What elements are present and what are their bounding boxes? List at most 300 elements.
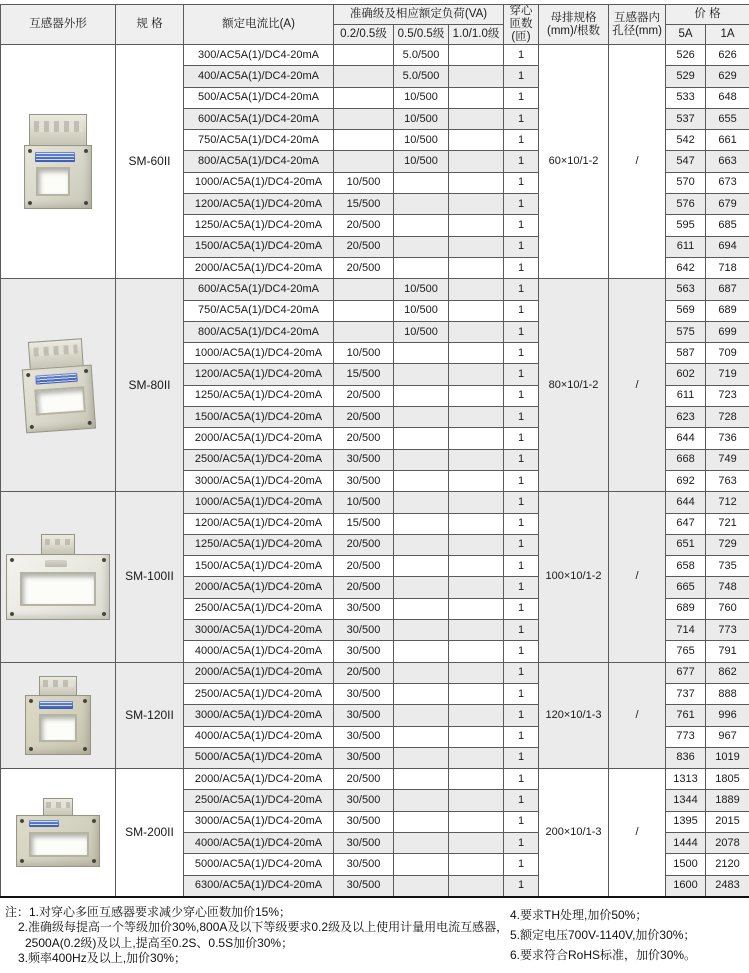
note-line: 注：1.对穿心多匝互感器要求减少穿心匝数加价15%； [5,904,292,919]
price-5a-cell: 1444 [666,832,706,853]
ratio-cell: 1250/AC5A(1)/DC4-20mA [184,534,334,555]
price-1a-cell: 699 [706,321,749,342]
price-1a-cell: 1019 [706,747,749,768]
va-02-cell [334,108,394,129]
turns-cell: 1 [504,364,539,385]
transformer-window [34,386,86,415]
table-row [1,662,749,683]
price-5a-cell: 602 [666,364,706,385]
va-02-cell: 20/500 [334,428,394,449]
price-5a-cell: 689 [666,598,706,619]
va-05-cell [394,534,449,555]
price-5a-cell: 611 [666,385,706,406]
product-label [35,152,75,162]
price-5a-cell: 1500 [666,854,706,875]
va-10-cell [449,598,504,619]
ratio-cell: 2000/AC5A(1)/DC4-20mA [184,257,334,278]
header-hole: 互感器内孔径(mm) [609,5,666,45]
va-02-cell: 10/500 [334,492,394,513]
busbar-cell: 80×10/1-2 [539,279,609,492]
va-05-cell: 5.0/500 [394,66,449,87]
price-1a-cell: 760 [706,598,749,619]
ratio-cell: 3000/AC5A(1)/DC4-20mA [184,811,334,832]
va-10-cell [449,492,504,513]
price-5a-cell: 737 [666,683,706,704]
va-05-cell: 10/500 [394,300,449,321]
ratio-cell: 2500/AC5A(1)/DC4-20mA [184,790,334,811]
transformer-window [39,714,77,742]
price-1a-cell: 712 [706,492,749,513]
va-05-cell [394,470,449,491]
va-10-cell [449,747,504,768]
table-row [1,279,749,300]
va-10-cell [449,364,504,385]
price-1a-cell: 723 [706,385,749,406]
price-5a-cell: 547 [666,151,706,172]
header-turns: 穿心匝数(匝) [504,5,539,45]
price-5a-cell: 668 [666,449,706,470]
va-10-cell [449,87,504,108]
price-5a-cell: 587 [666,343,706,364]
price-1a-cell: 663 [706,151,749,172]
va-10-cell [449,854,504,875]
model-cell: SM-60II [116,45,184,279]
transformer-body [25,695,91,755]
ratio-cell: 300/AC5A(1)/DC4-20mA [184,45,334,66]
va-05-cell [394,407,449,428]
va-10-cell [449,769,504,790]
transformer-illustration [1,534,115,620]
turns-cell: 1 [504,257,539,278]
va-02-cell: 15/500 [334,194,394,215]
price-5a-cell: 644 [666,492,706,513]
va-05-cell: 5.0/500 [394,45,449,66]
va-10-cell [449,172,504,193]
hole-cell: / [609,279,666,492]
model-cell: SM-80II [116,279,184,492]
ratio-cell: 600/AC5A(1)/DC4-20mA [184,108,334,129]
turns-cell: 1 [504,854,539,875]
va-02-cell: 20/500 [334,662,394,683]
va-02-cell [334,151,394,172]
ratio-cell: 2000/AC5A(1)/DC4-20mA [184,428,334,449]
price-1a-cell: 996 [706,705,749,726]
price-5a-cell: 651 [666,534,706,555]
turns-cell: 1 [504,470,539,491]
va-10-cell [449,641,504,662]
terminal-block [41,534,75,554]
turns-cell: 1 [504,130,539,151]
turns-cell: 1 [504,300,539,321]
price-1a-cell: 679 [706,194,749,215]
price-1a-cell: 763 [706,470,749,491]
ratio-cell: 1200/AC5A(1)/DC4-20mA [184,513,334,534]
price-1a-cell: 2078 [706,832,749,853]
product-photo-sm-100ii [1,492,116,662]
price-5a-cell: 1600 [666,875,706,897]
va-05-cell [394,364,449,385]
price-5a-cell: 575 [666,321,706,342]
ratio-cell: 1000/AC5A(1)/DC4-20mA [184,343,334,364]
va-02-cell: 15/500 [334,364,394,385]
va-02-cell: 30/500 [334,790,394,811]
price-5a-cell: 642 [666,257,706,278]
ratio-cell: 5000/AC5A(1)/DC4-20mA [184,854,334,875]
price-5a-cell: 611 [666,236,706,257]
turns-cell: 1 [504,45,539,66]
va-02-cell [334,130,394,151]
ratio-cell: 1250/AC5A(1)/DC4-20mA [184,385,334,406]
turns-cell: 1 [504,321,539,342]
ratio-cell: 4000/AC5A(1)/DC4-20mA [184,832,334,853]
va-05-cell [394,620,449,641]
va-05-cell: 10/500 [394,130,449,151]
va-05-cell [394,875,449,897]
price-5a-cell: 537 [666,108,706,129]
price-5a-cell: 644 [666,428,706,449]
va-02-cell: 20/500 [334,769,394,790]
price-1a-cell: 689 [706,300,749,321]
turns-cell: 1 [504,662,539,683]
va-05-cell [394,641,449,662]
va-05-cell [394,428,449,449]
va-02-cell: 30/500 [334,705,394,726]
price-5a-cell: 569 [666,300,706,321]
price-5a-cell: 692 [666,470,706,491]
turns-cell: 1 [504,811,539,832]
price-1a-cell: 694 [706,236,749,257]
price-5a-cell: 1395 [666,811,706,832]
price-5a-cell: 1313 [666,769,706,790]
price-5a-cell: 658 [666,556,706,577]
va-02-cell: 30/500 [334,832,394,853]
note-line: 4.要求TH处理,加价50%； [510,907,648,922]
price-1a-cell: 709 [706,343,749,364]
ratio-cell: 4000/AC5A(1)/DC4-20mA [184,726,334,747]
turns-cell: 1 [504,151,539,172]
ratio-cell: 1200/AC5A(1)/DC4-20mA [184,364,334,385]
busbar-cell: 200×10/1-3 [539,769,609,897]
turns-cell: 1 [504,385,539,406]
va-10-cell [449,151,504,172]
va-02-cell [334,66,394,87]
turns-cell: 1 [504,236,539,257]
va-02-cell: 30/500 [334,875,394,897]
turns-cell: 1 [504,747,539,768]
transformer-illustration [1,676,115,755]
va-10-cell [449,108,504,129]
product-photo-sm-120ii [1,662,116,768]
ratio-cell: 4000/AC5A(1)/DC4-20mA [184,641,334,662]
ratio-cell: 2000/AC5A(1)/DC4-20mA [184,662,334,683]
turns-cell: 1 [504,172,539,193]
va-05-cell: 10/500 [394,108,449,129]
va-02-cell: 20/500 [334,215,394,236]
turns-cell: 1 [504,66,539,87]
turns-cell: 1 [504,705,539,726]
va-02-cell: 30/500 [334,641,394,662]
header-busbar: 母排规格(mm)/根数 [539,5,609,45]
footnotes [0,905,749,967]
price-1a-cell: 735 [706,556,749,577]
terminal-block [39,676,77,695]
header-acc-05: 0.5/0.5级 [394,25,449,45]
va-02-cell: 30/500 [334,449,394,470]
ratio-cell: 750/AC5A(1)/DC4-20mA [184,300,334,321]
busbar-cell: 100×10/1-2 [539,492,609,662]
va-10-cell [449,705,504,726]
transformer-body [6,554,110,620]
va-10-cell [449,215,504,236]
va-05-cell [394,194,449,215]
spec-table-body [1,45,749,897]
va-10-cell [449,556,504,577]
va-02-cell: 20/500 [334,556,394,577]
price-1a-cell: 2015 [706,811,749,832]
note-line: 2500A(0.2级)及以上,提高至0.2S、0.5S加价30%； [25,935,294,950]
va-05-cell [394,385,449,406]
price-1a-cell: 1889 [706,790,749,811]
price-5a-cell: 765 [666,641,706,662]
turns-cell: 1 [504,790,539,811]
ratio-cell: 1000/AC5A(1)/DC4-20mA [184,492,334,513]
va-05-cell [394,513,449,534]
va-05-cell [394,854,449,875]
price-1a-cell: 626 [706,45,749,66]
turns-cell: 1 [504,279,539,300]
turns-cell: 1 [504,641,539,662]
va-10-cell [449,875,504,897]
va-02-cell: 20/500 [334,257,394,278]
va-05-cell: 10/500 [394,279,449,300]
ratio-cell: 2000/AC5A(1)/DC4-20mA [184,577,334,598]
va-02-cell [334,87,394,108]
product-label [45,560,67,567]
table-row [1,769,749,790]
price-1a-cell: 2120 [706,854,749,875]
ratio-cell: 6300/AC5A(1)/DC4-20mA [184,875,334,897]
ratio-cell: 3000/AC5A(1)/DC4-20mA [184,705,334,726]
va-05-cell [394,556,449,577]
price-5a-cell: 773 [666,726,706,747]
va-05-cell [394,726,449,747]
va-10-cell [449,449,504,470]
turns-cell: 1 [504,215,539,236]
va-02-cell: 30/500 [334,811,394,832]
ratio-cell: 3000/AC5A(1)/DC4-20mA [184,470,334,491]
va-05-cell [394,215,449,236]
va-10-cell [449,811,504,832]
va-10-cell [449,662,504,683]
va-02-cell: 20/500 [334,534,394,555]
ratio-cell: 5000/AC5A(1)/DC4-20mA [184,747,334,768]
va-10-cell [449,194,504,215]
va-02-cell [334,300,394,321]
va-05-cell [394,257,449,278]
va-05-cell [394,662,449,683]
table-row [1,492,749,513]
ratio-cell: 3000/AC5A(1)/DC4-20mA [184,620,334,641]
ratio-cell: 2500/AC5A(1)/DC4-20mA [184,449,334,470]
va-10-cell [449,257,504,278]
terminal-block [43,798,73,815]
va-10-cell [449,832,504,853]
terminal-block [28,338,84,369]
va-02-cell: 10/500 [334,343,394,364]
va-05-cell [394,598,449,619]
turns-cell: 1 [504,108,539,129]
va-10-cell [449,321,504,342]
price-1a-cell: 791 [706,641,749,662]
turns-cell: 1 [504,577,539,598]
product-photo-sm-60ii [1,45,116,279]
turns-cell: 1 [504,620,539,641]
va-10-cell [449,726,504,747]
va-10-cell [449,577,504,598]
va-02-cell [334,321,394,342]
terminal-block [29,114,87,145]
va-05-cell: 10/500 [394,87,449,108]
price-1a-cell: 1805 [706,769,749,790]
ratio-cell: 1500/AC5A(1)/DC4-20mA [184,407,334,428]
va-10-cell [449,45,504,66]
model-cell: SM-200II [116,769,184,897]
transformer-illustration [1,798,115,867]
header-acc-10: 1.0/1.0级 [449,25,504,45]
ratio-cell: 1200/AC5A(1)/DC4-20mA [184,194,334,215]
transformer-body [24,145,92,209]
va-02-cell: 20/500 [334,407,394,428]
ratio-cell: 2500/AC5A(1)/DC4-20mA [184,598,334,619]
price-5a-cell: 677 [666,662,706,683]
turns-cell: 1 [504,598,539,619]
va-10-cell [449,620,504,641]
va-05-cell: 10/500 [394,151,449,172]
ratio-cell: 1000/AC5A(1)/DC4-20mA [184,172,334,193]
busbar-cell: 60×10/1-2 [539,45,609,279]
turns-cell: 1 [504,449,539,470]
va-05-cell [394,747,449,768]
transformer-body [22,364,96,433]
price-1a-cell: 629 [706,66,749,87]
price-5a-cell: 623 [666,407,706,428]
price-1a-cell: 648 [706,87,749,108]
product-label [35,372,78,384]
price-5a-cell: 665 [666,577,706,598]
price-1a-cell: 773 [706,620,749,641]
ratio-cell: 2000/AC5A(1)/DC4-20mA [184,769,334,790]
price-5a-cell: 836 [666,747,706,768]
price-5a-cell: 714 [666,620,706,641]
va-10-cell [449,470,504,491]
header-price-1a: 1A [706,25,749,45]
ratio-cell: 400/AC5A(1)/DC4-20mA [184,66,334,87]
price-1a-cell: 655 [706,108,749,129]
va-10-cell [449,66,504,87]
price-1a-cell: 862 [706,662,749,683]
price-1a-cell: 736 [706,428,749,449]
transformer-illustration [1,114,115,209]
va-02-cell: 20/500 [334,577,394,598]
price-1a-cell: 728 [706,407,749,428]
va-05-cell [394,811,449,832]
va-10-cell [449,513,504,534]
price-5a-cell: 570 [666,172,706,193]
turns-cell: 1 [504,875,539,897]
turns-cell: 1 [504,769,539,790]
header-acc-02: 0.2/0.5级 [334,25,394,45]
transformer-window [36,167,70,196]
footnotes-left [5,905,510,967]
turns-cell: 1 [504,534,539,555]
hole-cell: / [609,492,666,662]
turns-cell: 1 [504,407,539,428]
product-photo-sm-80ii [1,279,116,492]
product-photo-sm-200ii [1,769,116,897]
va-05-cell [394,683,449,704]
va-02-cell: 20/500 [334,385,394,406]
va-02-cell: 30/500 [334,726,394,747]
va-05-cell: 10/500 [394,321,449,342]
transformer-window [20,572,96,606]
turns-cell: 1 [504,343,539,364]
note-line: 3.频率400Hz及以上,加价30%； [18,951,187,966]
va-02-cell: 30/500 [334,620,394,641]
price-5a-cell: 563 [666,279,706,300]
va-05-cell [394,449,449,470]
va-02-cell [334,45,394,66]
price-1a-cell: 718 [706,257,749,278]
va-05-cell [394,492,449,513]
price-5a-cell: 595 [666,215,706,236]
spec-price-table [0,4,749,898]
price-5a-cell: 647 [666,513,706,534]
price-1a-cell: 748 [706,577,749,598]
price-5a-cell: 761 [666,705,706,726]
va-05-cell [394,577,449,598]
turns-cell: 1 [504,832,539,853]
hole-cell: / [609,769,666,897]
ratio-cell: 800/AC5A(1)/DC4-20mA [184,151,334,172]
va-10-cell [449,790,504,811]
note-line: 2.准确级每提高一个等级加价30%,800A及以下等级要求0.2级及以上使用计量用电流互感器， [18,920,509,935]
price-1a-cell: 967 [706,726,749,747]
table-row [1,45,749,66]
ratio-cell: 600/AC5A(1)/DC4-20mA [184,279,334,300]
header-price-5a: 5A [666,25,706,45]
transformer-window [29,832,89,857]
price-1a-cell: 719 [706,364,749,385]
turns-cell: 1 [504,726,539,747]
va-10-cell [449,130,504,151]
header-appearance: 互感器外形 [1,5,116,45]
price-5a-cell: 526 [666,45,706,66]
va-05-cell [394,236,449,257]
ratio-cell: 750/AC5A(1)/DC4-20mA [184,130,334,151]
price-5a-cell: 542 [666,130,706,151]
price-1a-cell: 729 [706,534,749,555]
hole-cell: / [609,662,666,768]
price-1a-cell: 661 [706,130,749,151]
table-header [1,5,749,45]
ratio-cell: 1500/AC5A(1)/DC4-20mA [184,236,334,257]
va-02-cell: 30/500 [334,598,394,619]
price-1a-cell: 687 [706,279,749,300]
price-1a-cell: 888 [706,683,749,704]
va-10-cell [449,385,504,406]
note-line: 6.要求符合RoHS标准，加价30%。 [510,947,697,962]
turns-cell: 1 [504,513,539,534]
